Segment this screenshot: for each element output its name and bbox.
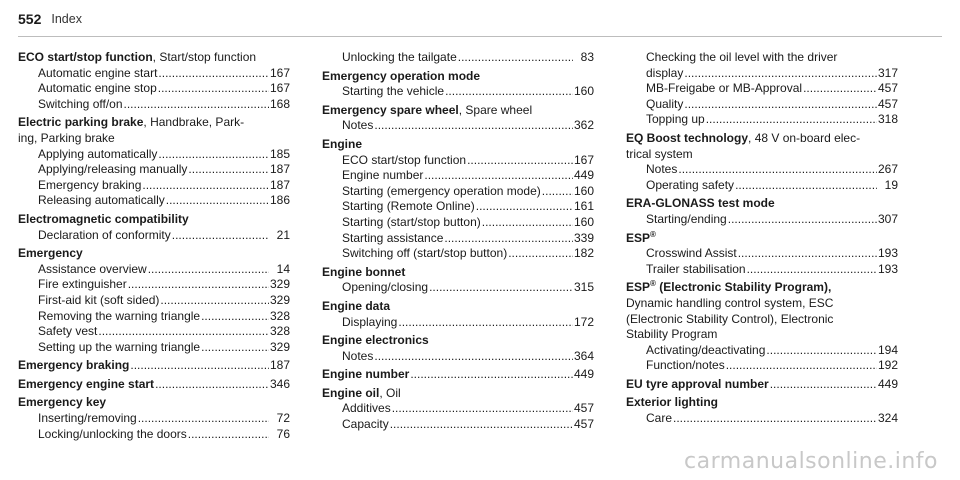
dot-leader xyxy=(684,97,877,113)
entry-heading: Emergency braking xyxy=(18,358,130,373)
cross-reference: 48 V on-board elec- xyxy=(754,130,861,145)
entry-text: display xyxy=(646,65,684,80)
page-ref[interactable]: 160 xyxy=(573,84,594,99)
entry-heading: Exterior lighting xyxy=(626,395,719,410)
dot-leader xyxy=(124,97,269,113)
cross-reference-line: (Electronic Stability Control), Electronic xyxy=(626,311,834,326)
entry-text: Checking the oil level with the driver xyxy=(646,50,838,64)
page-ref[interactable]: 307 xyxy=(877,211,898,226)
entry-text: Activating/deactivating xyxy=(646,342,766,357)
index-line xyxy=(626,343,898,359)
dot-leader xyxy=(673,411,877,427)
index-line xyxy=(18,178,290,194)
page-ref[interactable]: 457 xyxy=(877,96,898,111)
page-ref[interactable]: 364 xyxy=(573,348,594,363)
page-ref[interactable]: 160 xyxy=(573,214,594,229)
page-ref[interactable]: 329 xyxy=(269,292,290,307)
page-ref[interactable]: 187 xyxy=(269,162,290,177)
index-entry xyxy=(18,246,290,355)
entry-text: Function/notes xyxy=(646,358,725,373)
index-heading-line: EQ Boost technology, 48 V on-board elec- xyxy=(626,130,861,145)
page-ref[interactable]: 339 xyxy=(573,230,594,245)
dot-leader xyxy=(508,246,573,262)
index-heading-line xyxy=(322,69,594,85)
index-line xyxy=(626,246,898,262)
page-ref[interactable]: 187 xyxy=(269,358,290,373)
dot-leader xyxy=(398,315,573,331)
cross-reference-cont: trical system xyxy=(626,146,693,161)
dot-leader xyxy=(160,293,269,309)
entry-text: Assistance overview xyxy=(38,261,147,276)
entry-heading: Engine xyxy=(322,136,363,151)
index-entry xyxy=(322,103,594,134)
dot-leader xyxy=(424,168,573,184)
index-line xyxy=(322,231,594,247)
index-entry xyxy=(322,50,594,66)
index-line xyxy=(626,358,898,374)
entry-text: MB-Freigabe or MB-Approval xyxy=(646,81,803,96)
index-line xyxy=(18,147,290,163)
dot-leader xyxy=(482,215,573,231)
entry-heading: Emergency operation mode xyxy=(322,68,481,83)
index-column-3 xyxy=(626,50,898,430)
page-ref[interactable]: 193 xyxy=(877,246,898,261)
index-entry xyxy=(322,69,594,100)
page-ref[interactable]: 14 xyxy=(276,261,290,276)
dot-leader xyxy=(542,184,573,200)
index-line xyxy=(626,411,898,427)
index-column-2 xyxy=(322,50,594,436)
dot-leader xyxy=(201,340,269,356)
index-entry xyxy=(626,231,898,278)
index-line xyxy=(18,309,290,325)
index-entry xyxy=(626,377,898,393)
index-line xyxy=(322,417,594,433)
entry-text: Automatic engine start xyxy=(38,65,158,80)
entry-heading: Engine bonnet xyxy=(322,264,406,279)
entry-text: Starting (Remote Online) xyxy=(342,199,475,214)
entry-heading: ESP xyxy=(626,230,651,245)
entry-heading: ERA-GLONASS test mode xyxy=(626,196,775,211)
index-heading-line: Engine oil, Oil xyxy=(322,385,401,400)
cross-reference: Start/stop function xyxy=(159,50,257,64)
index-line xyxy=(626,162,898,178)
page-ref[interactable]: 267 xyxy=(877,162,898,177)
index-line xyxy=(322,280,594,296)
dot-leader xyxy=(429,280,573,296)
page-ref[interactable]: 328 xyxy=(269,324,290,339)
entry-heading: EU tyre approval number xyxy=(626,376,769,391)
entry-text: Starting the vehicle xyxy=(342,84,445,99)
dot-leader xyxy=(374,349,573,365)
index-line xyxy=(18,324,290,340)
index-line xyxy=(322,349,594,365)
entry-text: Automatic engine stop xyxy=(38,81,157,96)
page-ref[interactable]: 172 xyxy=(573,314,594,329)
cross-reference: Oil xyxy=(386,385,401,400)
index-line xyxy=(18,277,290,293)
entry-text: Removing the warning triangle xyxy=(38,308,201,323)
page-ref[interactable]: 168 xyxy=(269,96,290,111)
index-line xyxy=(322,246,594,262)
page-ref[interactable]: 362 xyxy=(573,118,594,133)
dot-leader xyxy=(684,66,877,82)
page-ref[interactable]: 187 xyxy=(269,177,290,192)
dot-leader xyxy=(142,178,269,194)
entry-text: Applying automatically xyxy=(38,146,158,161)
entry-text: Starting (start/stop button) xyxy=(342,214,481,229)
index-line xyxy=(18,293,290,309)
entry-heading: Emergency xyxy=(18,246,83,261)
page-header xyxy=(18,4,942,34)
entry-text: Unlocking the tailgate xyxy=(342,50,457,64)
index-line xyxy=(322,315,594,331)
entry-text: Engine number xyxy=(342,168,424,183)
index-heading-line xyxy=(18,212,290,228)
entry-text: Setting up the warning triangle xyxy=(38,339,201,354)
page-ref[interactable]: 449 xyxy=(877,376,898,391)
entry-text: Locking/unlocking the doors xyxy=(38,426,187,441)
index-line xyxy=(18,228,290,244)
entry-text: Trailer stabilisation xyxy=(646,261,746,276)
cross-reference-line: Stability Program xyxy=(626,327,718,342)
index-heading-line xyxy=(322,333,594,349)
index-heading-line xyxy=(322,367,594,383)
index-line xyxy=(322,215,594,231)
index-heading-line: Emergency spare wheel, Spare wheel xyxy=(322,102,533,117)
index-entry xyxy=(322,386,594,433)
entry-text: Declaration of conformity xyxy=(38,227,171,242)
index-line xyxy=(18,427,290,443)
dot-leader xyxy=(148,262,269,278)
index-line xyxy=(626,81,898,97)
index-line xyxy=(322,184,594,200)
index-line xyxy=(626,112,898,128)
page-ref[interactable]: 186 xyxy=(269,193,290,208)
entry-heading: ECO start/stop function xyxy=(18,50,153,64)
header-divider xyxy=(18,36,942,37)
index-entry xyxy=(626,50,898,128)
section-title: Index xyxy=(51,12,82,26)
index-heading-line xyxy=(322,299,594,315)
index-line xyxy=(626,178,898,194)
dot-leader xyxy=(735,178,877,194)
index-heading-line xyxy=(626,280,898,296)
dot-leader xyxy=(738,246,877,262)
page-ref[interactable]: 19 xyxy=(884,177,898,192)
dot-leader xyxy=(476,199,573,215)
dot-leader xyxy=(392,401,573,417)
entry-text: Fire extinguisher xyxy=(38,277,127,292)
entry-heading: Emergency key xyxy=(18,395,107,410)
entry-heading: Engine electronics xyxy=(322,333,429,348)
page-ref[interactable]: 324 xyxy=(877,411,898,426)
index-entry xyxy=(626,196,898,227)
index-heading-line xyxy=(18,395,290,411)
index-entry xyxy=(322,265,594,296)
page-ref[interactable]: 167 xyxy=(269,81,290,96)
entry-text: Notes xyxy=(646,162,678,177)
index-entry xyxy=(322,367,594,383)
entry-text: Topping up xyxy=(646,112,705,127)
entry-text: Notes xyxy=(342,348,374,363)
page-ref[interactable]: 457 xyxy=(573,417,594,432)
index-line xyxy=(18,193,290,209)
dot-leader xyxy=(726,358,877,374)
index-heading-line xyxy=(18,377,290,393)
dot-leader xyxy=(201,309,269,325)
dot-leader xyxy=(374,118,573,134)
index-entry xyxy=(322,137,594,262)
entry-text: Safety vest xyxy=(38,324,98,339)
page-ref[interactable]: 457 xyxy=(877,81,898,96)
entry-heading: Emergency engine start xyxy=(18,376,155,391)
entry-text: Operating safety xyxy=(646,177,735,192)
page-ref[interactable]: 182 xyxy=(573,246,594,261)
registered-mark: ® xyxy=(650,279,656,289)
page-ref[interactable]: 161 xyxy=(573,199,594,214)
index-line xyxy=(322,401,594,417)
dot-leader xyxy=(747,262,877,278)
index-line xyxy=(626,50,898,66)
entry-text: Quality xyxy=(646,96,684,111)
entry-text: Switching off/on xyxy=(38,96,123,111)
page-ref[interactable]: 83 xyxy=(580,50,594,64)
cross-reference: Spare wheel xyxy=(465,102,533,117)
index-heading-line xyxy=(626,196,898,212)
entry-heading: EQ Boost technology xyxy=(626,130,749,145)
watermark: carmanualsonline.info xyxy=(684,449,938,474)
index-entry xyxy=(626,395,898,426)
page-ref[interactable]: 76 xyxy=(276,426,290,441)
entry-heading: Engine number xyxy=(322,367,410,382)
entry-text: Starting/ending xyxy=(646,211,727,226)
entry-text: Starting assistance xyxy=(342,230,444,245)
entry-heading: Engine oil xyxy=(322,385,380,400)
dot-leader xyxy=(410,367,573,383)
dot-leader xyxy=(130,358,269,374)
dot-leader xyxy=(138,411,269,427)
dot-leader xyxy=(803,81,877,97)
entry-heading-tail: (Electronic Stability Program), xyxy=(655,280,832,295)
dot-leader xyxy=(728,212,877,228)
dot-leader xyxy=(458,50,573,66)
dot-leader xyxy=(467,153,573,169)
dot-leader xyxy=(158,66,269,82)
cross-reference: Handbrake, Park- xyxy=(150,115,245,130)
dot-leader xyxy=(155,377,269,393)
dot-leader xyxy=(188,427,269,443)
index-line xyxy=(18,411,290,427)
index-entry xyxy=(626,131,898,193)
entry-text: Capacity xyxy=(342,417,389,432)
page-ref[interactable]: 449 xyxy=(573,168,594,183)
dot-leader xyxy=(766,343,877,359)
cross-reference-cont: ing, Parking brake xyxy=(18,130,115,145)
entry-heading: Emergency spare wheel xyxy=(322,102,459,117)
index-line xyxy=(18,162,290,178)
entry-heading: Electric parking brake xyxy=(18,115,144,130)
entry-text: Switching off (start/stop button) xyxy=(342,246,508,261)
index-line xyxy=(322,84,594,100)
index-line xyxy=(18,97,290,113)
index-entry xyxy=(18,377,290,393)
page-ref[interactable]: 192 xyxy=(877,358,898,373)
page-ref[interactable]: 167 xyxy=(269,65,290,80)
dot-leader xyxy=(678,162,877,178)
entry-text: Crosswind Assist xyxy=(646,246,737,261)
page-ref[interactable]: 194 xyxy=(877,342,898,357)
page-ref[interactable]: 185 xyxy=(269,146,290,161)
dot-leader xyxy=(445,84,573,100)
index-heading-line xyxy=(18,358,290,374)
index-heading-line: ECO start/stop function, Start/stop function xyxy=(18,50,257,64)
entry-text: ECO start/stop function xyxy=(342,152,467,167)
index-heading-line xyxy=(626,231,898,247)
entry-heading: Engine data xyxy=(322,298,391,313)
page-ref[interactable]: 315 xyxy=(573,280,594,295)
entry-text: Inserting/removing xyxy=(38,411,137,426)
index-heading-line: Electric parking brake, Handbrake, Park- xyxy=(18,115,245,130)
entry-heading: ESP xyxy=(626,280,651,295)
registered-mark: ® xyxy=(650,229,656,239)
entry-text: Applying/releasing manually xyxy=(38,162,188,177)
index-entry xyxy=(18,358,290,374)
dot-leader xyxy=(706,112,877,128)
index-line xyxy=(18,66,290,82)
entry-text: Releasing automatically xyxy=(38,193,165,208)
page-ref[interactable]: 318 xyxy=(877,112,898,127)
index-line xyxy=(18,262,290,278)
index-heading-line xyxy=(626,377,898,393)
dot-leader xyxy=(158,147,269,163)
index-entry xyxy=(322,299,594,330)
entry-heading: Electromagnetic compatibility xyxy=(18,211,189,226)
dot-leader xyxy=(158,81,269,97)
index-heading-line xyxy=(18,246,290,262)
page-ref[interactable]: 457 xyxy=(573,401,594,416)
dot-leader xyxy=(444,231,573,247)
entry-text: Emergency braking xyxy=(38,177,142,192)
index-line xyxy=(18,340,290,356)
dot-leader xyxy=(390,417,573,433)
index-entry xyxy=(18,212,290,243)
index-line xyxy=(18,81,290,97)
page-ref[interactable]: 329 xyxy=(269,277,290,292)
page-ref[interactable]: 346 xyxy=(269,376,290,391)
index-entry xyxy=(18,115,290,209)
index-column-1 xyxy=(18,50,290,445)
page-ref[interactable]: 449 xyxy=(573,367,594,382)
entry-text: Notes xyxy=(342,118,374,133)
index-line xyxy=(626,66,898,82)
index-entry xyxy=(322,333,594,364)
dot-leader xyxy=(166,193,269,209)
index-line xyxy=(322,199,594,215)
page-ref[interactable]: 329 xyxy=(269,339,290,354)
page-ref[interactable]: 167 xyxy=(573,152,594,167)
index-heading-line xyxy=(626,395,898,411)
page-number: 552 xyxy=(18,11,42,27)
dot-leader xyxy=(98,324,269,340)
page-ref[interactable]: 193 xyxy=(877,261,898,276)
index-line xyxy=(626,262,898,278)
entry-text: Starting (emergency operation mode) xyxy=(342,183,541,198)
index-line xyxy=(322,153,594,169)
page-ref[interactable]: 72 xyxy=(276,411,290,426)
index-entry xyxy=(626,280,898,374)
index-line xyxy=(322,50,594,66)
index-heading-line xyxy=(322,265,594,281)
index-line xyxy=(626,97,898,113)
entry-text: First-aid kit (soft sided) xyxy=(38,292,160,307)
dot-leader xyxy=(770,377,877,393)
index-line xyxy=(322,168,594,184)
dot-leader xyxy=(188,162,269,178)
index-line xyxy=(626,212,898,228)
page-ref[interactable]: 21 xyxy=(276,227,290,242)
dot-leader xyxy=(128,277,269,293)
dot-leader xyxy=(172,228,269,244)
entry-text: Care xyxy=(646,411,673,426)
page-ref[interactable]: 317 xyxy=(877,65,898,80)
index-line xyxy=(322,118,594,134)
page-ref[interactable]: 160 xyxy=(573,183,594,198)
entry-text: Displaying xyxy=(342,314,398,329)
entry-text: Additives xyxy=(342,401,391,416)
index-entry xyxy=(18,395,290,442)
index-entry xyxy=(18,50,290,112)
cross-reference-line: Dynamic handling control system, ESC xyxy=(626,295,834,310)
page-ref[interactable]: 328 xyxy=(269,308,290,323)
index-heading-line xyxy=(322,137,594,153)
entry-text: Opening/closing xyxy=(342,280,429,295)
